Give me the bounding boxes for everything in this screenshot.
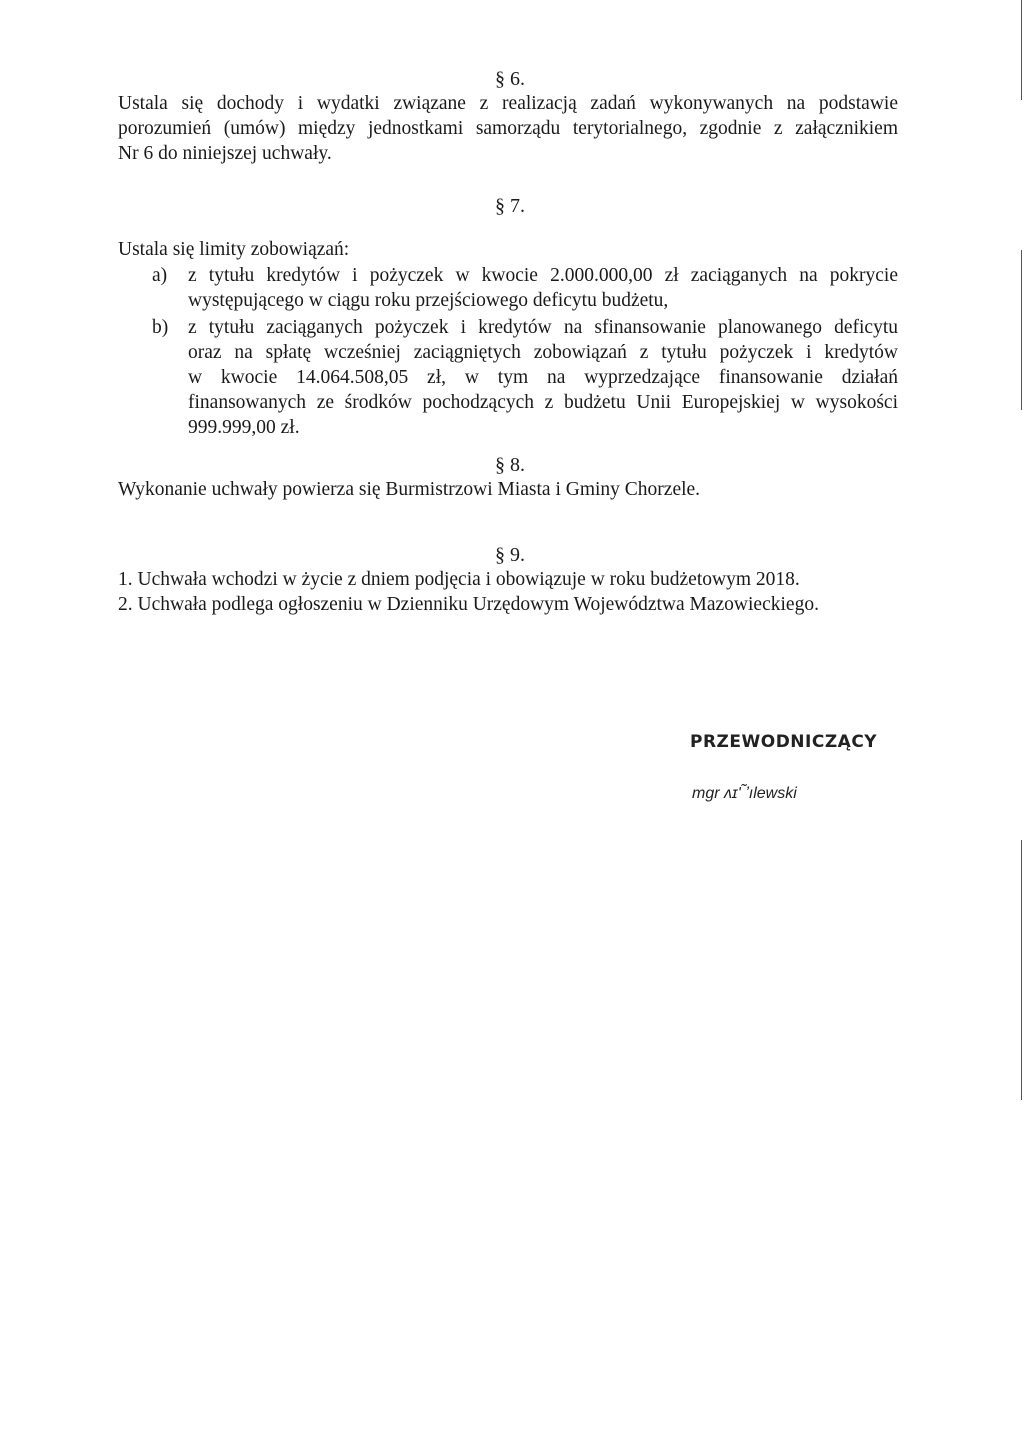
item-a-label: a): [152, 265, 168, 286]
item-a-line-2: występującego w ciągu roku przejściowego deficytu budżetu,: [188, 290, 669, 311]
section-8-heading: § 8.: [495, 454, 525, 476]
section-9-line-1: 1. Uchwała wchodzi w życie z dniem podjęcia i obowiązuje w roku budżetowym 2018.: [118, 569, 800, 590]
section-6-line-3: Nr 6 do niniejszej uchwały.: [118, 143, 332, 164]
section-6-line-2: porozumień (umów) między jednostkami samorządu terytorialnego, zgodnie z załącznikiem: [118, 118, 898, 139]
item-b-line-4: finansowanych ze środków pochodzących z budżetu Unii Europejskiej w wysokości: [188, 392, 898, 413]
item-b-line-2: oraz na spłatę wcześniej zaciągniętych zobowiązań z tytułu pożyczek i kredytów: [188, 342, 898, 363]
section-8-text: Wykonanie uchwały powierza się Burmistrzowi Miasta i Gminy Chorzele.: [118, 479, 701, 500]
item-b-line-5: 999.999,00 zł.: [188, 417, 300, 438]
section-7-intro: Ustala się limity zobowiązań:: [118, 239, 350, 260]
signature-name: mgr ʌɪ' ʼ̃ılewski: [692, 785, 797, 802]
signature-title: PRZEWODNICZĄCY: [690, 732, 878, 752]
section-6-line-1: Ustala się dochody i wydatki związane z realizacją zadań wykonywanych na podstawie: [118, 93, 898, 114]
scan-edge-mark: [1021, 0, 1022, 100]
item-b-label: b): [152, 317, 169, 338]
section-9-heading: § 9.: [495, 544, 525, 566]
item-a-line-1: z tytułu kredytów i pożyczek w kwocie 2.000.000,00 zł zaciąganych na pokrycie: [188, 265, 898, 286]
scan-edge-mark: [1021, 840, 1022, 1100]
item-b-line-3: w kwocie 14.064.508,05 zł, w tym na wyprzedzające finansowanie działań: [188, 367, 898, 388]
section-7-heading: § 7.: [495, 195, 525, 217]
section-6-heading: § 6.: [495, 68, 525, 90]
section-9-line-2: 2. Uchwała podlega ogłoszeniu w Dzienniku Urzędowym Województwa Mazowieckiego.: [118, 594, 819, 615]
scan-edge-mark: [1021, 250, 1022, 410]
item-b-line-1: z tytułu zaciąganych pożyczek i kredytów na sfinansowanie planowanego deficytu: [188, 317, 898, 338]
